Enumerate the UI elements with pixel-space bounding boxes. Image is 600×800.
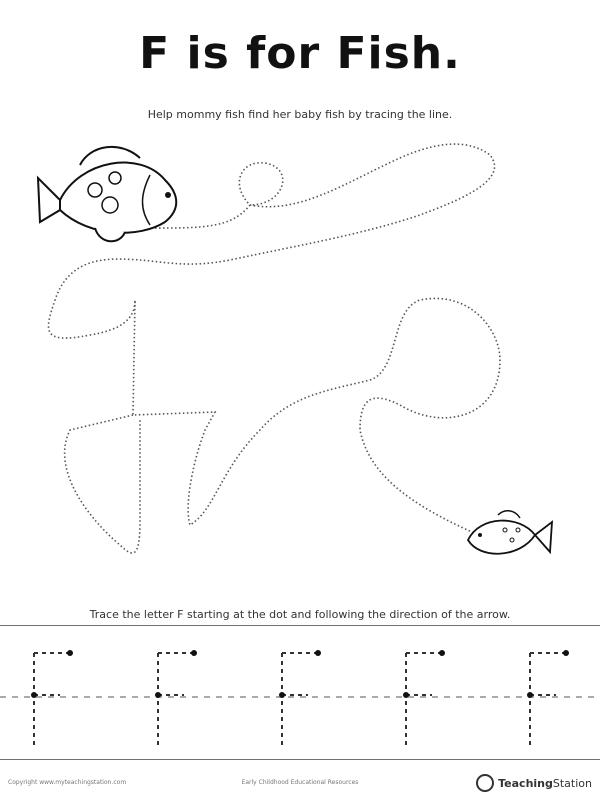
tracing-practice-area: [0, 625, 600, 760]
speech-bubble-icon: [476, 774, 494, 792]
brand-suffix: Station: [552, 776, 592, 790]
page-title: F is for Fish.: [139, 28, 461, 79]
maze-path-lower: [65, 415, 140, 553]
brand-logo: [476, 774, 592, 792]
baby-fish-icon: [468, 511, 552, 554]
resources-text: Early Childhood Educational Resources: [241, 779, 359, 786]
copyright-text: Copyright www.myteachingstation.com: [8, 779, 127, 786]
brand-prefix: Teaching: [498, 776, 553, 790]
maze-instruction: Help mommy fish find her baby fish by tracing the line.: [147, 108, 453, 121]
trace-instruction: Trace the letter F starting at the dot and following the direction of the arrow.: [89, 608, 511, 621]
mommy-fish-icon: [38, 147, 176, 241]
